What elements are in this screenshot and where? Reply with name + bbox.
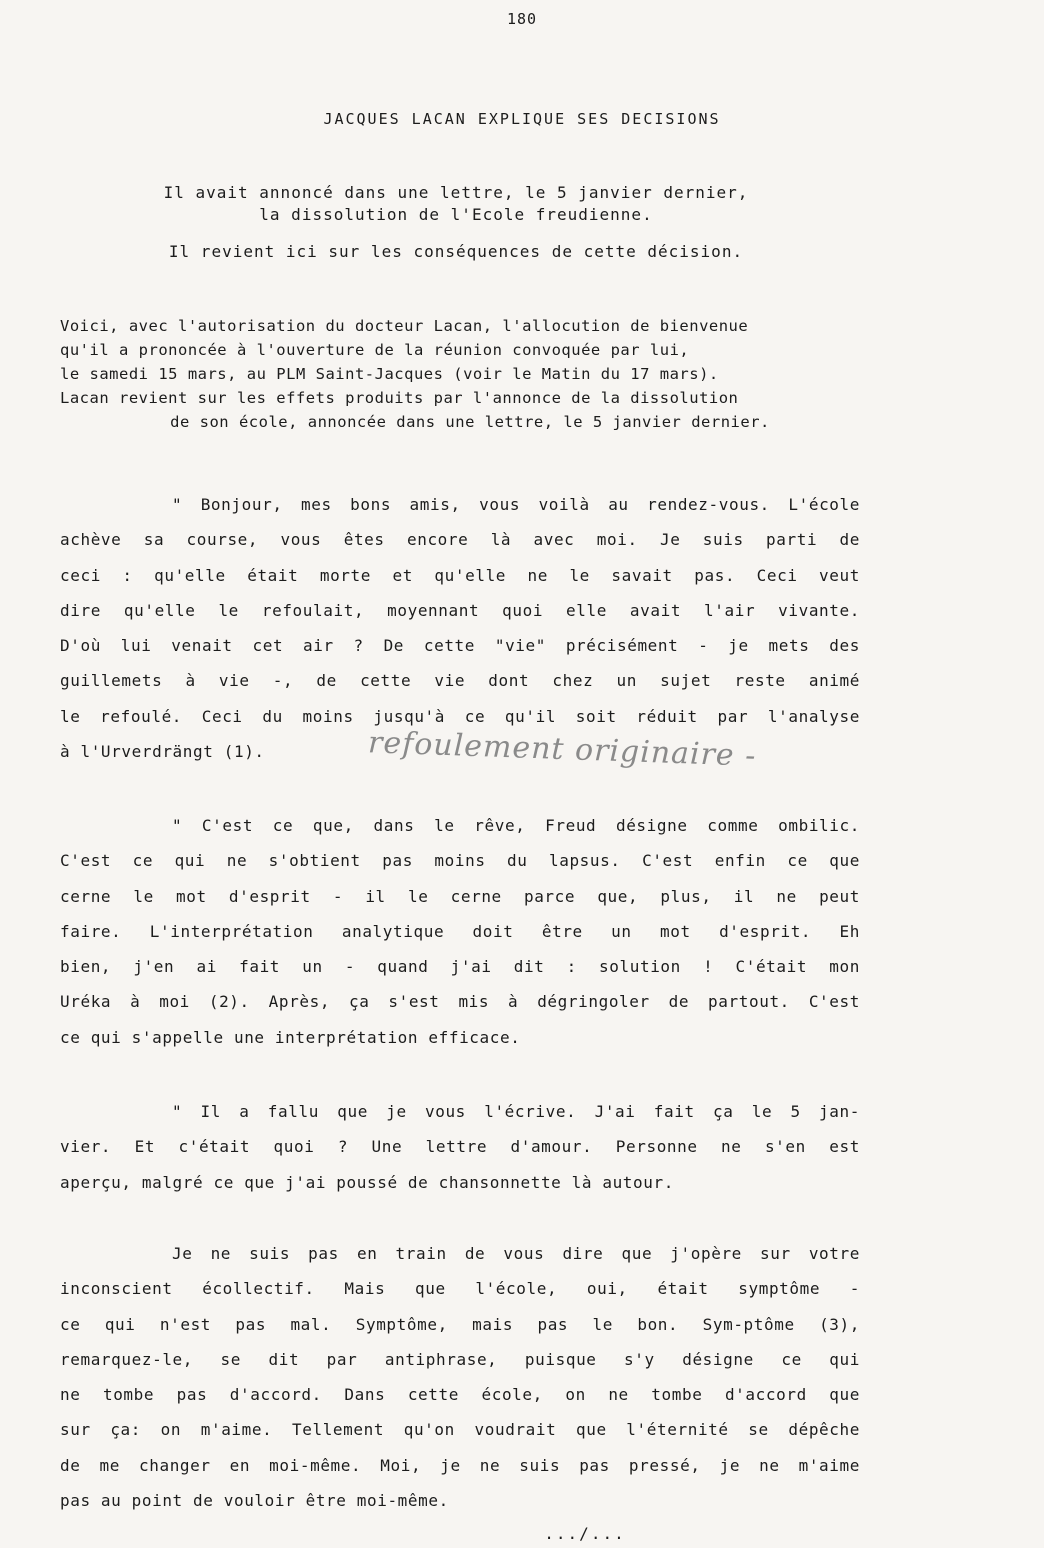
text-line: cerne le mot d'esprit - il le cerne parce que, plus, il ne peut [60,886,860,906]
text-line: guillemets à vie -, de cette vie dont chez un sujet reste animé [60,671,860,691]
intro-line: Lacan revient sur les effets produits par l'annonce de la dissolution [60,389,739,407]
text-line: inconscient écollectif. Mais que l'école, oui, était symptôme - [60,1279,860,1299]
intro-line: le samedi 15 mars, au PLM Saint-Jacques (voir le Matin du 17 mars). [60,365,719,383]
intro-paragraph [60,314,880,434]
text-line: aperçu, malgré ce que j'ai poussé de chansonnette là autour. [60,1172,674,1192]
intro-line: Voici, avec l'autorisation du docteur Lacan, l'allocution de bienvenue [60,317,749,335]
text-line: dire qu'elle le refoulait, moyennant quoi elle avait l'air vivante. [60,600,860,620]
paragraph-3 [60,1094,860,1200]
text-line: Je ne suis pas en train de vous dire que j'opère sur votre [172,1244,860,1263]
text-line: bien, j'en ai fait un - quand j'ai dit : solution ! C'était mon [60,957,860,977]
intro-line: qu'il a prononcée à l'ouverture de la réunion convoquée par lui, [60,341,690,359]
handwritten-annotation: refoulement originaire - [367,725,757,774]
text-line: ceci : qu'elle était morte et qu'elle ne le savait pas. Ceci veut [60,565,860,585]
text-line: ce qui s'appelle une interprétation efficace. [60,1027,521,1047]
continuation-marker: .../... [544,1524,626,1543]
paragraph-1 [60,487,860,769]
text-line: C'est ce qui ne s'obtient pas moins du lapsus. C'est enfin ce que [60,851,860,871]
text-line: achève sa course, vous êtes encore là avec moi. Je suis parti de [60,530,860,550]
article-title: JACQUES LACAN EXPLIQUE SES DECISIONS [323,110,721,128]
text-line: vier. Et c'était quoi ? Une lettre d'amour. Personne ne s'en est [60,1137,860,1157]
text-line: le refoulé. Ceci du moins jusqu'à ce qu'il soit réduit par l'analyse [60,706,860,726]
paragraph-2 [60,808,860,1055]
subtitle-line-2: la dissolution de l'Ecole freudienne. [259,205,653,224]
text-line: remarquez-le, se dit par antiphrase, puisque s'y désigne ce qui [60,1349,860,1369]
text-line: faire. L'interprétation analytique doit être un mot d'esprit. Eh [60,921,860,941]
text-line: D'où lui venait cet air ? De cette "vie" précisément - je mets des [60,636,860,656]
text-line: " Il a fallu que je vous l'écrive. J'ai fait ça le 5 jan- [172,1102,860,1121]
text-line: à l'Urverdrängt (1). [60,742,265,762]
text-line: sur ça: on m'aime. Tellement qu'on voudrait que l'éternité se dépêche [60,1420,860,1440]
intro-line: de son école, annoncée dans une lettre, le 5 janvier dernier. [170,413,770,431]
text-line: Uréka à moi (2). Après, ça s'est mis à dégringoler de partout. C'est [60,992,860,1012]
text-line: ce qui n'est pas mal. Symptôme, mais pas le bon. Sym-ptôme (3), [60,1314,860,1334]
text-line: pas au point de vouloir être moi-même. [60,1491,449,1511]
text-line: " C'est ce que, dans le rêve, Freud désigne comme ombilic. [172,816,860,835]
paragraph-4 [60,1236,860,1518]
text-line: de me changer en moi-même. Moi, je ne suis pas pressé, je ne m'aime [60,1455,860,1475]
text-line: ne tombe pas d'accord. Dans cette école, on ne tombe d'accord que [60,1385,860,1405]
subtitle-line-3: Il revient ici sur les conséquences de cette décision. [168,242,744,261]
subtitle-line-1: Il avait annoncé dans une lettre, le 5 janvier dernier, [163,183,749,202]
text-line: " Bonjour, mes bons amis, vous voilà au rendez-vous. L'école [172,495,860,514]
page-number: 180 [506,10,538,28]
